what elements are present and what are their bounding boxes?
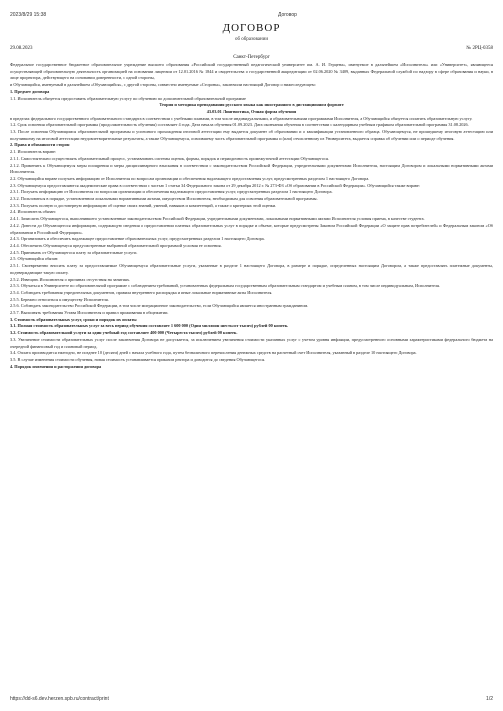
clause: 2.4.4. Обеспечить Обучающемуся предусмотренные выбранной образовательной программой условия ее освоения. (10, 242, 222, 248)
clause: 1.3. После освоения Обучающимся образовательной программы и успешного прохождения итоговой аттестации ему выдается документ об образовании и о квалификации установленного образца. Обучающемуся, не прошедшему итоговую аттестацию или получившему на итоговой аттестации неудовлетворительные результаты, а также Обучающемуся, освоившему часть образовательной программы и (или) отчисленному из Университета, выдается справка об обучении или о периоде обучения. (10, 129, 493, 141)
clause: 2.5.5. Бережно относиться к имуществу Исполнителя. (10, 296, 109, 302)
clause: 3.5. В случае изменения стоимости обучения, новая стоимость устанавливается приказом ректора и доводится до сведения Обучающегося. (10, 356, 266, 362)
clause: 2.5.7. Выполнять требования Устава Исполнителя и правил проживания в общежитии. (10, 310, 169, 316)
section-heading: 1. Предмет договора (10, 88, 50, 94)
clause: 2.4. Исполнитель обязан: (10, 209, 56, 215)
print-footer (10, 696, 493, 704)
clause-price-total: 3.1. Полная стоимость образовательных услуг за весь период обучения составляет 1 600 000 (Один миллион шестьсот тысяч) рублей 00 копеек. (10, 323, 289, 329)
clause: 2.5.1. Своевременно вносить плату за предоставляемые Обучающемуся образовательные услуги, указанные в разделе 1 настоящего Договора, в размере и порядке, определенных настоящим Договором, а также предоставлять платежные документы, подтверждающие такую оплату. (10, 263, 493, 275)
clause: в пределах федерального государственного образовательного стандарта в соответствии с учебными планами, в том числе индивидуальными, и образовательными программами Исполнителя, а Обучающийся обязуется оплатить образовательную услугу. (10, 115, 473, 121)
clause: 2.4.3. Организовать и обеспечить надлежащее предоставление образовательных услуг, предусмотренных разделом 1 настоящего Договора. (10, 236, 265, 242)
clause: 2.3.3. Получать полную и достоверную информацию об оценке своих знаний, умений, навыков и компетенций, а также о критериях этой оценки. (10, 202, 277, 208)
section-heading: 4. Порядок изменения и расторжения договора (10, 363, 102, 369)
clause: 2.5.4. Соблюдать требования учредительных документов, правила внутреннего распорядка и иные локальные нормативные акты Исполнителя. (10, 289, 273, 295)
clause: 2.5. Обучающийся обязан: (10, 256, 59, 262)
clause: 2.5.3. Обучаться в Университете по образовательной программе с соблюдением требований, установленных федеральным государственным образовательным стандартом и учебным планом, в том числе индивидуальным, Исполнителя. (10, 283, 441, 289)
print-doc-label: Договор (278, 12, 297, 18)
clause: 2.2. Обучающийся вправе получать информацию от Исполнителя по вопросам организации и обеспечения надлежащего предоставления услуг, предусмотренных разделом 1 настоящего Договора. (10, 175, 370, 181)
document-title: ДОГОВОР (222, 22, 281, 34)
contract-date: 29.08.2023 (10, 46, 33, 51)
document-body (10, 62, 493, 370)
print-url: https://dd-s6.dev.herzen.spb.ru/contract/print (10, 696, 109, 702)
clause: 2.1. Исполнитель вправе: (10, 149, 57, 155)
clause: 2.5.2. Извещать Исполнителя о причинах отсутствия на занятиях. (10, 276, 131, 282)
print-datetime: 2023/8/29 15:38 (10, 12, 47, 18)
document-meta (10, 46, 493, 54)
clause-price-year: 3.2. Стоимость образовательной услуги за один учебный год составляет 400 000 (Четыреста тысяч) рублей 00 копеек. (10, 330, 238, 336)
clause: 2.1.2. Применять к Обучающемуся меры поощрения и меры дисциплинарного взыскания в соответствии с законодательством Российской Федерации, учредительными документами Исполнителя, настоящим Договором и локальными нормативными актами Исполнителя. (10, 162, 493, 175)
clause: 2.3.1. Получать информацию от Исполнителя по вопросам организации и обеспечения надлежащего предоставления услуг, предусмотренных разделом 1 настоящего Договора. (10, 189, 333, 195)
section-heading: 2. Права и обязанности сторон (10, 142, 70, 148)
contract-city: Санкт-Петербург (233, 55, 270, 60)
clause: 2.3.2. Пользоваться в порядке, установленном локальными нормативными актами, имуществом Исполнителя, необходимым для освоения образовательной программы. (10, 196, 318, 202)
clause: 2.4.2. Довести до Обучающегося информацию, содержащую сведения о предоставлении платных образовательных услуг в порядке и объеме, которые предусмотрены Законом Российской Федерации «О защите прав потребителей» и Федеральным законом «Об образовании в Российской Федерации». (10, 222, 493, 235)
document-subtitle: об образовании (234, 37, 269, 42)
program-name: Теория и методика преподавания русского языка как иностранного в дистанционном формате (159, 102, 344, 108)
clause: 2.3. Обучающемуся предоставляются академические права в соответствии с частью 1 статьи 34 Федерального закона от 29 декабря 2012 г. № 273-ФЗ «Об образовании в Российской Федерации». Обучающийся также вправе: (10, 182, 421, 188)
contract-number: № 2РЦ-0358 (466, 46, 493, 51)
section-heading: 3. Стоимость образовательных услуг, сроки и порядок их оплаты (10, 316, 137, 322)
clause: 2.4.1. Зачислить Обучающегося, выполнившего установленные законодательством Российской Федерации, учредительными документами, локальными нормативными актами Исполнителя условия приема, в качестве студента. (10, 216, 425, 222)
program-code: 43.03.01 Лингвистика, Очная форма обучения (206, 108, 297, 114)
clause: 1.1. Исполнитель обязуется предоставить образовательную услугу по обучению по дополнительной образовательной программе (10, 95, 246, 101)
print-header (10, 12, 493, 22)
preamble-cont: и Обучающийся, именуемый в дальнейшем «Обучающийся», с другой стороны, совместно именуемые «Стороны», заключили настоящий Договор о нижеследующем: (10, 82, 316, 88)
clause: 2.5.6. Соблюдать законодательство Российской Федерации, в том числе миграционное законодательство, если Обучающийся является иностранным гражданином. (10, 303, 309, 309)
clause: 1.2. Срок освоения образовательной программы (продолжительность обучения) составляет 4 года. Дата начала обучения 01.09.2023. Дата окончания обучения в соответствии с календарным учебным графиком образовательной программы 31.08.2026. (10, 122, 469, 128)
page-number: 1/2 (486, 696, 493, 702)
preamble: Федеральное государственное бюджетное образовательное учреждение высшего образования «Российский государственный педагогический университет им. А. И. Герцена», именуемое в дальнейшем «Исполнитель» или «Университет», являющееся осуществляющей образовательную деятельность организацией на основании лицензии от 12.01.2016 № 1844 и свидетельства о государственной аккредитации от 02.06.2020 № 3409, выданных Федеральной службой по надзору в сфере образования и науки, в лице проректора, действующего на основании доверенности, с одной стороны, (10, 62, 493, 81)
clause: 3.4. Оплата производится ежегодно, не позднее 10 (десяти) дней с начала учебного года, путем безналичного перечисления денежных средств на расчетный счет Исполнителя, указанный в разделе 10 настоящего Договора. (10, 350, 417, 356)
clause: 3.3. Увеличение стоимости образовательных услуг после заключения Договора не допускается, за исключением увеличения стоимости указанных услуг с учетом уровня инфляции, предусмотренного основными характеристиками федерального бюджета на очередной финансовый год и плановый период. (10, 336, 493, 349)
clause: 2.4.5. Принимать от Обучающегося плату за образовательные услуги. (10, 249, 138, 255)
clause: 2.1.1. Самостоятельно осуществлять образовательный процесс, устанавливать системы оценок, формы, порядок и периодичность промежуточной аттестации Обучающегося. (10, 155, 330, 161)
